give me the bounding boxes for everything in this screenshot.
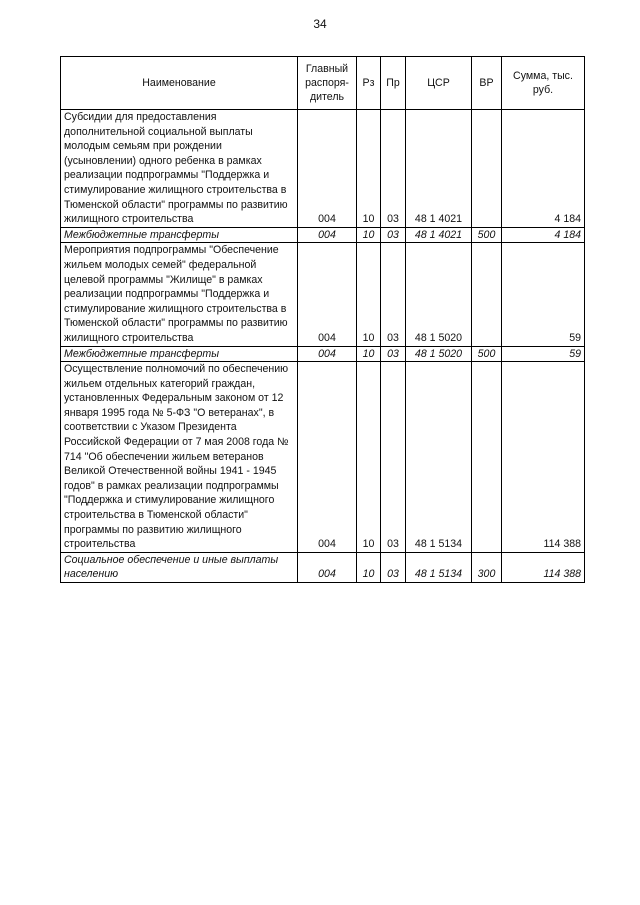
- table-header-row: [61, 57, 585, 110]
- row-sum: 59: [502, 243, 585, 346]
- row-csr: 48 1 5020: [406, 243, 472, 346]
- row-name: Мероприятия подпрограммы "Обеспечение жильем молодых семей" федеральной целевой программы "Жилище" в рамках реализации подпрограммы "Поддержка и стимулирование жилищного строительства в Тюменской области" программы по развитию жилищного строительства: [61, 243, 298, 346]
- row-vr: 500: [472, 346, 502, 362]
- table-row: [61, 552, 585, 582]
- row-rz: 10: [357, 110, 381, 228]
- row-rz: 10: [357, 243, 381, 346]
- row-admin: 004: [298, 346, 357, 362]
- row-csr: 48 1 4021: [406, 110, 472, 228]
- row-admin: 004: [298, 552, 357, 582]
- budget-table: [60, 56, 585, 583]
- table-row: [61, 227, 585, 243]
- row-name: Межбюджетные трансферты: [61, 227, 298, 243]
- row-csr: 48 1 5134: [406, 552, 472, 582]
- row-vr: [472, 110, 502, 228]
- header-pr: Пр: [381, 57, 406, 110]
- row-sum: 59: [502, 346, 585, 362]
- row-name: Осуществление полномочий по обеспечению жильем отдельных категорий граждан, установленных Федеральным законом от 12 января 1995 года № 5-ФЗ "О ветеранах", в соответствии с Указом Президента Российской Федерации от 7 мая 2008 года № 714 "Об обеспечении жильем ветеранов Великой Отечественной войны 1941 - 1945 годов" в рамках реализации подпрограммы "Поддержка и стимулирование жилищного строительства в Тюменской области" программы по развитию жилищного строительства: [61, 362, 298, 553]
- page-number: 34: [313, 17, 327, 31]
- table-row: [61, 243, 585, 346]
- row-vr: [472, 243, 502, 346]
- row-admin: 004: [298, 362, 357, 553]
- row-pr: 03: [381, 362, 406, 553]
- row-csr: 48 1 4021: [406, 227, 472, 243]
- row-pr: 03: [381, 243, 406, 346]
- table-row: [61, 110, 585, 228]
- row-sum: 4 184: [502, 227, 585, 243]
- header-vr: ВР: [472, 57, 502, 110]
- row-rz: 10: [357, 227, 381, 243]
- row-rz: 10: [357, 552, 381, 582]
- row-sum: 114 388: [502, 552, 585, 582]
- row-name: Межбюджетные трансферты: [61, 346, 298, 362]
- row-admin: 004: [298, 243, 357, 346]
- row-admin: 004: [298, 110, 357, 228]
- row-rz: 10: [357, 362, 381, 553]
- row-csr: 48 1 5020: [406, 346, 472, 362]
- table-row: [61, 346, 585, 362]
- header-admin: Главный распоря-дитель: [298, 57, 357, 110]
- row-pr: 03: [381, 227, 406, 243]
- row-vr: 500: [472, 227, 502, 243]
- row-rz: 10: [357, 346, 381, 362]
- row-pr: 03: [381, 552, 406, 582]
- header-csr: ЦСР: [406, 57, 472, 110]
- table-row: [61, 362, 585, 553]
- row-pr: 03: [381, 346, 406, 362]
- header-rz: Рз: [357, 57, 381, 110]
- row-vr: 300: [472, 552, 502, 582]
- header-sum: Сумма, тыс. руб.: [502, 57, 585, 110]
- row-name: Социальное обеспечение и иные выплаты населению: [61, 552, 298, 582]
- row-admin: 004: [298, 227, 357, 243]
- header-name: Наименование: [61, 57, 298, 110]
- row-sum: 4 184: [502, 110, 585, 228]
- row-csr: 48 1 5134: [406, 362, 472, 553]
- row-pr: 03: [381, 110, 406, 228]
- row-vr: [472, 362, 502, 553]
- row-sum: 114 388: [502, 362, 585, 553]
- row-name: Субсидии для предоставления дополнительной социальной выплаты молодым семьям при рождении (усыновлении) одного ребенка в рамках реализации подпрограммы "Поддержка и стимулирование жилищного строительства в Тюменской области" программы по развитию жилищного строительства: [61, 110, 298, 228]
